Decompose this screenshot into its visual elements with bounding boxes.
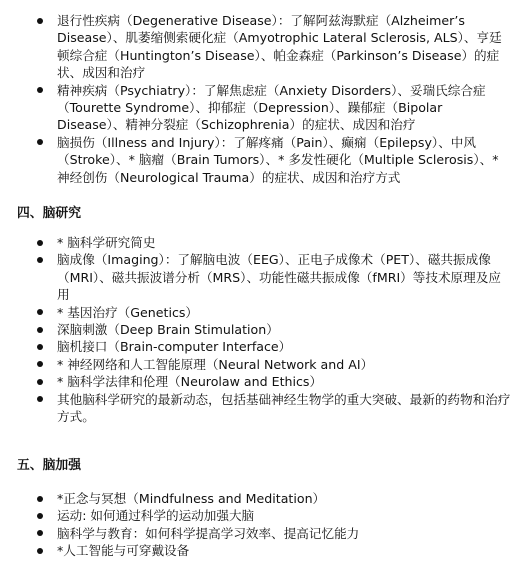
brain-research-list [0, 234, 519, 425]
list-item: 运动: 如何通过科学的运动加强大脑 [0, 507, 519, 524]
list-item: 其他脑科学研究的最新动态，包括基础神经生物学的重大突破、最新的药物和治疗方式。 [0, 391, 519, 426]
list-item: *正念与冥想（Mindfulness and Meditation） [0, 490, 519, 507]
list-item: * 神经网络和人工智能原理（Neural Network and AI） [0, 356, 519, 373]
brain-enhancement-list [0, 490, 519, 560]
list-item: 深脑刺激（Deep Brain Stimulation） [0, 321, 519, 338]
list-item: 退行性疾病（Degenerative Disease）：了解阿兹海默症（Alzheimer’s Disease）、肌萎缩侧索硬化症（Amyotrophic Lateral Sclerosis, ALS）、亨廷顿综合症（Huntington’s Disease）、帕金森症（Parkinson’s Disease）的症状、成因和治疗 [0, 12, 519, 82]
list-item: 脑机接口（Brain-computer Interface） [0, 338, 519, 355]
disease-list [0, 12, 519, 186]
list-item: * 脑科学法律和伦理（Neurolaw and Ethics） [0, 373, 519, 390]
list-item: 脑科学与教育：如何科学提高学习效率、提高记忆能力 [0, 525, 519, 542]
list-item: * 脑科学研究简史 [0, 234, 519, 251]
list-item: 脑成像（Imaging）：了解脑电波（EEG）、正电子成像术（PET）、磁共振成像（MRI）、磁共振波谱分析（MRS）、功能性磁共振成像（fMRI）等技术原理及应用 [0, 251, 519, 303]
section-heading-brain-enhancement: 五、脑加强 [17, 458, 81, 473]
list-item: 脑损伤（Illness and Injury）：了解疼痛（Pain）、癫痫（Epilepsy）、中风（Stroke）、* 脑瘤（Brain Tumors）、* 多发性硬化（Multiple Sclerosis）、* 神经创伤（Neurological Trauma）的症状、成因和治疗方式 [0, 134, 519, 186]
list-item: *人工智能与可穿戴设备 [0, 542, 519, 559]
list-item: * 基因治疗（Genetics） [0, 304, 519, 321]
section-heading-brain-research: 四、脑研究 [17, 206, 81, 221]
list-item: 精神疾病（Psychiatry）：了解焦虑症（Anxiety Disorders）、妥瑞氏综合症（Tourette Syndrome）、抑郁症（Depression）、躁郁症（Bipolar Disease）、精神分裂症（Schizophrenia）的症状、成因和治疗 [0, 82, 519, 134]
